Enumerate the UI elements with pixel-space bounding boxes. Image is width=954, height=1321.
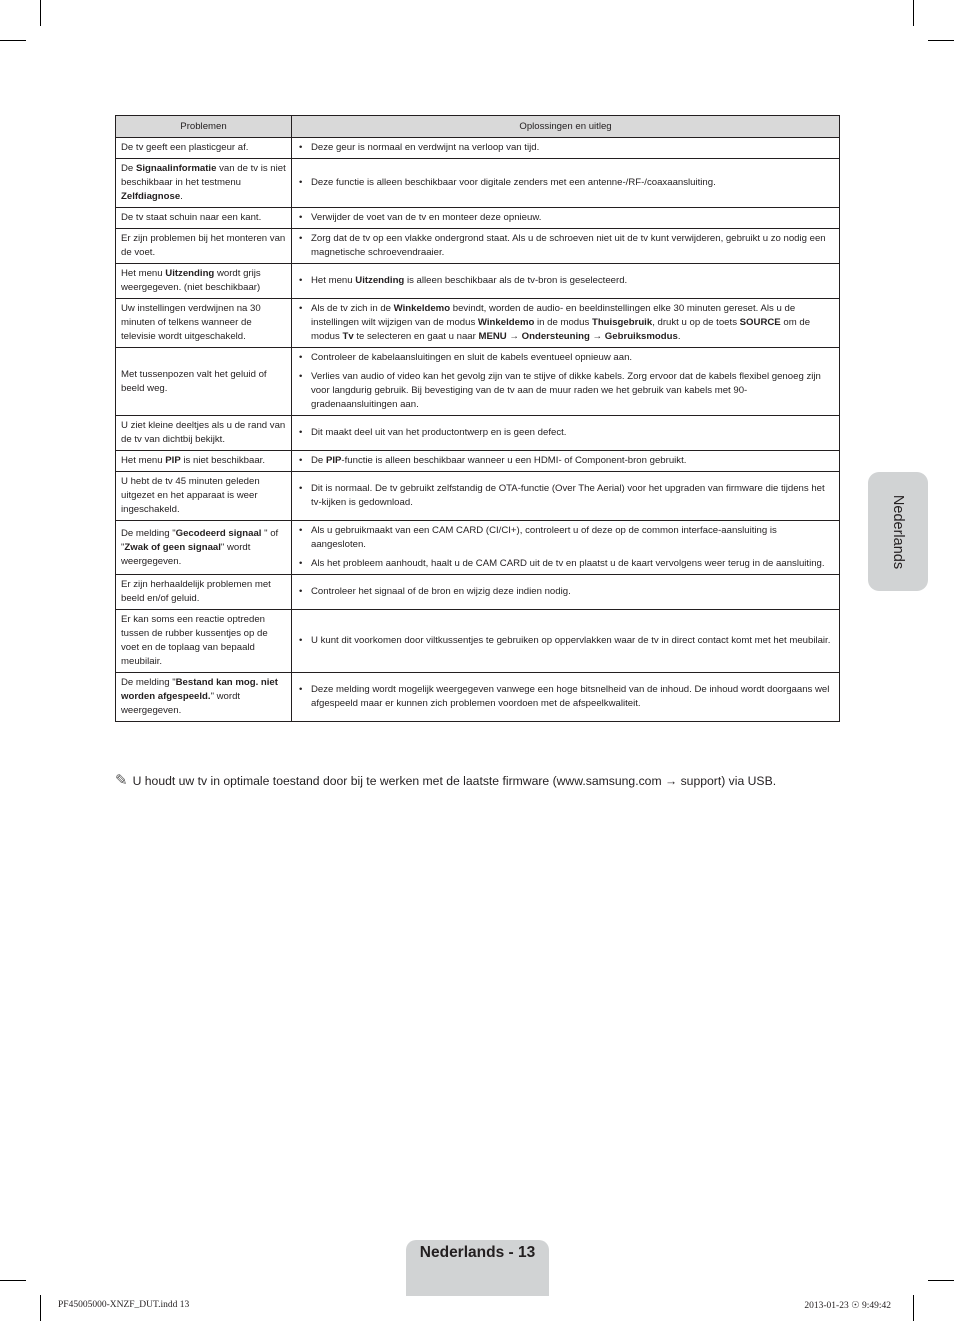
table-row (116, 299, 840, 348)
text-run: Verwijder de voet van de tv en monteer deze opnieuw. (311, 212, 542, 223)
solution-list (300, 426, 831, 440)
table-row (116, 264, 840, 299)
text-run: , drukt u op de toets (652, 317, 740, 328)
table-header-row (116, 116, 840, 138)
text-run: Deze geur is normaal en verdwijnt na verloop van tijd. (311, 142, 540, 153)
text-run: wordt grijs weergegeven. (niet beschikbaar) (121, 268, 261, 293)
text-run: te selecteren en gaat u naar (353, 331, 479, 342)
list-item (300, 634, 831, 648)
bold-text: Winkeldemo (477, 317, 535, 328)
crop-mark (913, 0, 914, 26)
text-run: Als u gebruikmaakt van een CAM CARD (CI/CI+), controleert u of deze op de common interface-aansluiting is aangesloten. (311, 525, 777, 550)
column-header-problems: Problemen (116, 116, 292, 138)
bullet-icon: • (299, 483, 303, 494)
list-item (300, 141, 831, 155)
solution-list (300, 634, 831, 648)
problem-cell (116, 229, 292, 264)
crop-mark (0, 40, 26, 41)
list-item (300, 585, 831, 599)
problem-cell (116, 451, 292, 472)
bold-text: Thuisgebruik (591, 317, 653, 328)
problem-cell (116, 610, 292, 673)
bold-text: MENU → Ondersteuning → Gebruiksmodus (478, 331, 678, 342)
solution-cell (292, 575, 840, 610)
list-item (300, 274, 831, 288)
crop-mark (0, 1280, 26, 1281)
list-item (300, 211, 831, 225)
text-run: Het menu (121, 455, 166, 466)
firmware-note (115, 773, 776, 789)
bold-text: PIP (325, 455, 342, 466)
bullet-icon: • (299, 371, 303, 382)
bold-text: Zelfdiagnose (121, 191, 181, 202)
text-run: Als de tv zich in de (311, 303, 394, 314)
text-run: is alleen beschikbaar als de tv-bron is geselecteerd. (404, 275, 628, 286)
text-run: Controleer de kabelaansluitingen en sluit de kabels eventueel opnieuw aan. (311, 352, 633, 363)
bullet-icon: • (299, 525, 303, 536)
solution-cell (292, 416, 840, 451)
list-item (300, 370, 831, 412)
crop-mark (928, 1280, 954, 1281)
problem-cell (116, 472, 292, 521)
side-tab-label: Nederlands (890, 494, 906, 569)
text-run: " wordt weergegeven. (121, 541, 251, 567)
bold-text: Winkeldemo (393, 303, 451, 314)
solution-list (300, 683, 831, 711)
text-run: " of " (121, 527, 279, 553)
column-header-solutions: Oplossingen en uitleg (292, 116, 840, 138)
text-run: De melding " (121, 677, 176, 688)
text-run: U kunt dit voorkomen door viltkussentjes te gebruiken op oppervlakken waar de tv in direct contact komt met het meubilair. (311, 635, 831, 646)
table-row (116, 348, 840, 416)
list-item (300, 351, 831, 365)
solution-list (300, 176, 831, 190)
solution-cell (292, 673, 840, 722)
text-run: Deze functie is alleen beschikbaar voor digitale zenders met een antenne-/RF-/coaxaansluiting. (311, 177, 716, 188)
problem-cell (116, 575, 292, 610)
table-row (116, 521, 840, 575)
solution-cell (292, 610, 840, 673)
problem-cell (116, 159, 292, 208)
bold-text: Gecodeerd signaal (175, 527, 262, 539)
table-row (116, 159, 840, 208)
footer-file-info: PF45005000-XNZF_DUT.indd 13 (58, 1300, 190, 1310)
bold-text: Uitzending (355, 275, 405, 286)
problem-cell (116, 521, 292, 575)
text-run: . (677, 331, 681, 342)
bullet-icon: • (299, 558, 303, 569)
bold-text: Zwak of geen signaal (124, 541, 221, 553)
bold-text: SOURCE (739, 317, 781, 328)
bullet-icon: • (299, 233, 303, 244)
bullet-icon: • (299, 275, 303, 286)
crop-mark (913, 1295, 914, 1321)
text-run: Er zijn herhaaldelijk problemen met beeld en/of geluid. (121, 579, 271, 604)
text-run: " wordt weergegeven. (121, 691, 241, 716)
problem-cell (116, 299, 292, 348)
problem-cell (116, 348, 292, 416)
table-row (116, 673, 840, 722)
text-run: Deze melding wordt mogelijk weergegeven vanwege een hoge bitsnelheid van de inhoud. De inhoud wordt doorgaans wel afgespeeld maar er kunnen zich problemen voordoen met de afspeelkwaliteit. (311, 684, 830, 709)
solution-cell (292, 159, 840, 208)
table-row (116, 138, 840, 159)
list-item (300, 524, 831, 552)
solution-cell (292, 229, 840, 264)
solution-list (300, 211, 831, 225)
text-run: De (311, 455, 326, 466)
list-item (300, 232, 831, 260)
page-number-tab (406, 1240, 549, 1296)
text-run: . (180, 191, 183, 202)
table-body (116, 138, 840, 722)
solution-cell (292, 451, 840, 472)
solution-list (300, 454, 831, 468)
text-run: Met tussenpozen valt het geluid of beeld weg. (121, 368, 267, 394)
text-run: De (121, 163, 136, 174)
problem-cell (116, 673, 292, 722)
text-run: Als het probleem aanhoudt, haalt u de CAM CARD uit de tv en plaatst u de kaart vervolgens weer terug in de aansluiting. (311, 558, 825, 569)
bold-text: Bestand kan mog. niet worden afgespeeld. (121, 677, 278, 702)
solution-cell (292, 208, 840, 229)
text-run: om de modus (311, 317, 811, 342)
solution-cell (292, 348, 840, 416)
solution-cell (292, 264, 840, 299)
table-row (116, 451, 840, 472)
problem-cell (116, 264, 292, 299)
text-run: Dit maakt deel uit van het productontwerp en is geen defect. (311, 427, 567, 438)
text-run: Controleer het signaal of de bron en wijzig deze indien nodig. (311, 586, 571, 597)
list-item (300, 176, 831, 190)
text-run: De tv staat schuin naar een kant. (121, 212, 262, 223)
solution-list (300, 141, 831, 155)
language-side-tab (868, 472, 928, 591)
solution-list (300, 351, 831, 412)
text-run: Verlies van audio of video kan het gevolg zijn van te stijve of dikke kabels. Zorg ervoor dat de kabels flexibel genoeg zijn voor langdurig gebruik. Bij bevestiging van de tv aan de muur raden we het gebruik van kabels met 90-gradenaansluitingen aan. (311, 371, 821, 410)
text-run: Dit is normaal. De tv gebruikt zelfstandig de OTA-functie (Over The Aerial) voor het upgraden van firmware die tijdens het tv-kijken is gedownload. (311, 483, 825, 508)
solution-cell (292, 299, 840, 348)
text-run: in de modus (534, 317, 592, 328)
solution-list (300, 274, 831, 288)
bold-text: Tv (342, 331, 354, 342)
solution-cell (292, 472, 840, 521)
list-item (300, 302, 831, 344)
text-run: van de tv is niet beschikbaar in het testmenu (121, 163, 286, 188)
text-run: is niet beschikbaar. (180, 455, 265, 466)
solution-cell (292, 138, 840, 159)
text-run: bevindt, worden de audio- en beeldinstellingen elke 30 minuten gereset. Als u de instellingen wilt wijzigen van de modus (311, 303, 796, 328)
text-run: Het menu (311, 275, 356, 286)
bullet-icon: • (299, 352, 303, 363)
table-row (116, 610, 840, 673)
table-row (116, 416, 840, 451)
solution-list (300, 232, 831, 260)
troubleshooting-table (115, 115, 840, 722)
note-text: U houdt uw tv in optimale toestand door bij te werken met de laatste firmware (www.samsung.com → support) via USB. (132, 774, 777, 788)
bullet-icon: • (299, 212, 303, 223)
bold-text: Signaalinformatie (135, 163, 217, 174)
bullet-icon: • (299, 427, 303, 438)
bullet-icon: • (299, 303, 303, 314)
crop-mark (928, 40, 954, 41)
text-run: De tv geeft een plasticgeur af. (121, 142, 249, 153)
text-run: Het menu (121, 268, 166, 279)
bullet-icon: • (299, 177, 303, 188)
text-run: -functie is alleen beschikbaar wanneer u een HDMI- of Component-bron gebruikt. (341, 455, 687, 466)
solution-list (300, 585, 831, 599)
bullet-icon: • (299, 635, 303, 646)
text-run: Er kan soms een reactie optreden tussen de rubber kussentjes op de voet en de toplaag van bepaald meubilair. (121, 614, 268, 667)
problem-cell (116, 138, 292, 159)
bullet-icon: • (299, 586, 303, 597)
page-number-label: Nederlands - 13 (419, 1244, 536, 1261)
footer-timestamp: 2013-01-23 ☉ 9:49:42 (804, 1301, 891, 1311)
solution-list (300, 302, 831, 344)
list-item (300, 426, 831, 440)
list-item (300, 683, 831, 711)
bullet-icon: • (299, 142, 303, 153)
bullet-icon: • (299, 455, 303, 466)
solution-list (300, 482, 831, 510)
text-run: De melding " (121, 527, 176, 539)
text-run: U hebt de tv 45 minuten geleden uitgezet en het apparaat is weer ingeschakeld. (121, 476, 260, 515)
bold-text: PIP (165, 455, 181, 466)
solution-list (300, 524, 831, 571)
list-item (300, 557, 831, 571)
text-run: Zorg dat de tv op een vlakke ondergrond staat. Als u de schroeven niet uit de tv kunt verwijderen, gebruikt u zo nodig een magnetische schroevendraaier. (311, 233, 826, 258)
table-row (116, 575, 840, 610)
text-run: U ziet kleine deeltjes als u de rand van de tv van dichtbij bekijkt. (121, 420, 286, 445)
table-row (116, 208, 840, 229)
solution-cell (292, 521, 840, 575)
list-item (300, 482, 831, 510)
pencil-note-icon: ✎ (115, 772, 128, 789)
text-run: Er zijn problemen bij het monteren van de voet. (121, 233, 286, 258)
table-row (116, 229, 840, 264)
bold-text: Uitzending (165, 268, 215, 279)
list-item (300, 454, 831, 468)
problem-cell (116, 208, 292, 229)
problem-cell (116, 416, 292, 451)
bullet-icon: • (299, 684, 303, 695)
text-run: Uw instellingen verdwijnen na 30 minuten of telkens wanneer de televisie wordt uitgeschakeld. (121, 303, 261, 342)
table-row (116, 472, 840, 521)
crop-mark (40, 1295, 41, 1321)
crop-mark (40, 0, 41, 26)
